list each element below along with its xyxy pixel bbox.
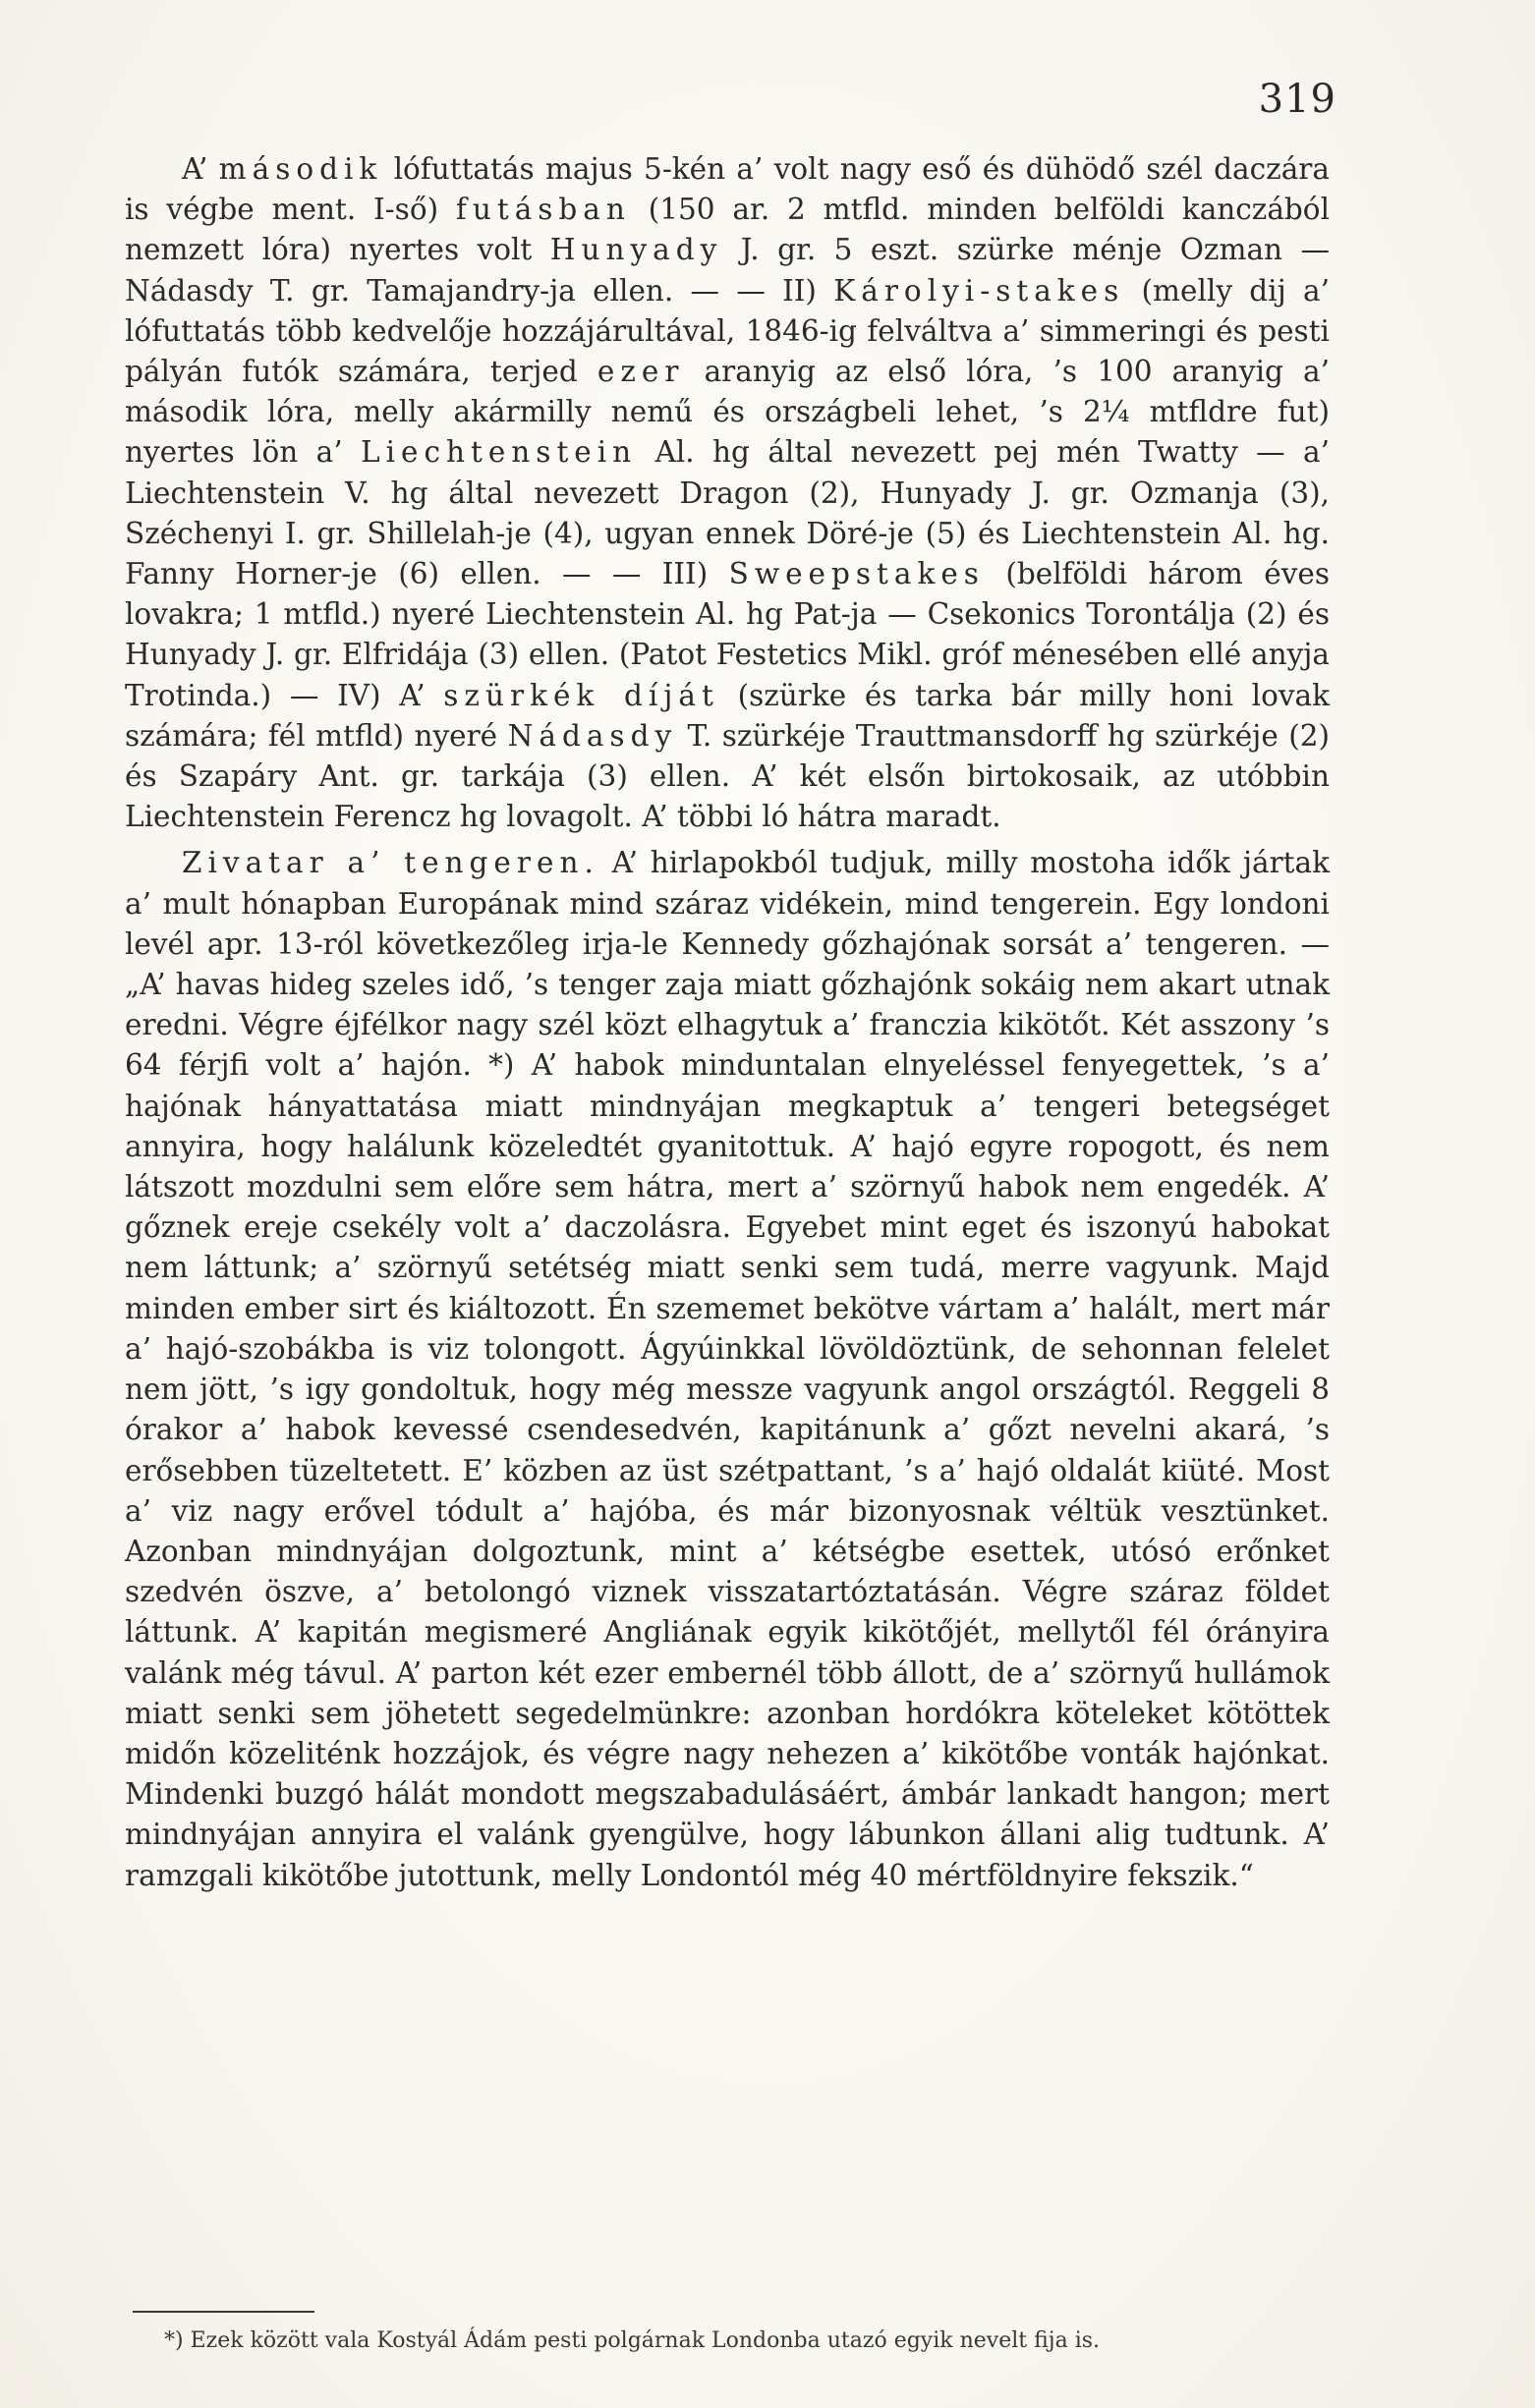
spaced-emphasis-text: Sweepstakes xyxy=(728,557,985,591)
text-run: A’ hirlapokból tudjuk, milly mostoha idők jártak a’ mult hónapban Europának mind száraz vidékein, mind tengerein. Egy londoni levél apr. 13-ról következőleg irja-le Kennedy gőzhajónak sorsát a’ tengeren. — „A’ havas hideg szeles idő, ’s tenger zaja miatt gőzhajónk sokáig nem akart utnak eredni. Végre éjfélkor nagy szél közt elhagytuk a’ franczia kikötőt. Két asszony ’s 64 férjfi volt a’ hajón. *) A’ habok minduntalan elnyeléssel fenyegettek, ’s a’ hajónak hányattatása miatt mindnyájan megkaptuk a’ tengeri betegséget annyira, hogy halálunk közeledtét gyanitottuk. A’ hajó egyre ropogott, és nem látszott mozdulni sem előre sem hátra, mert a’ szörnyű habok nem engedék. A’ gőznek ereje csekély volt a’ daczolásra. Egyebet mint eget és iszonyú habokat nem láttunk; a’ szörnyű setétség miatt senki sem tudá, merre vagyunk. Majd minden ember sirt és kiáltozott. Én szememet bekötve vártam a’ halált, mert már a’ hajó-szobákba is viz tolongott. Ágyúinkkal lövöldöztünk, de sehonnan felelet nem jött, ’s igy gondoltuk, hogy még messze vagyunk angol országtól. Reggeli 8 órakor a’ habok kevessé csendesedvén, kapitánunk a’ gőzt nevelni akará, ’s erősebben tüzeltetett. E’ közben az üst szétpattant, ’s a’ hajó oldalát kiüté. Most a’ viz nagy erővel tódult a’ hajóba, és már bizonyosnak véltük vesztünket. Azonban mindnyájan dolgoztunk, mint a’ kétségbe esettek, utósó erőnket szedvén öszve, a’ betolongó viznek visszatartóztatásán. Végre száraz földet láttunk. A’ kapitán megismeré Angliának egyik kikötőjét, mellytől fél órányira valánk még távul. A’ parton két ezer embernél több állott, de a’ szörnyű hullámok miatt senki sem jöhetett segedelmünkre: azonban hordókra köteleket kötöttek midőn közeliténk hozzájok, és végre nagy nehezen a’ kikötőbe vonták hajónkat. Mindenki buzgó hálát mondott megszabadulásáért, ámbár lankadt hangon; mert mindnyájan annyira el valánk gyengülve, hogy lábunkon állani alig tudtunk. A’ ramzgali kikötőbe jutottunk, melly Londontól még 40 mértföldnyire fekszik.“ xyxy=(125,846,1330,1892)
paragraph-sea-storm xyxy=(125,843,1330,1895)
spaced-emphasis-text: Károlyi-stakes xyxy=(833,273,1125,308)
body-text xyxy=(125,149,1330,1896)
text-run: aranyig az első lóra, ’s 100 aranyig a’ második lóra, melly akármilly nemű és országbeli lehet, ’s 2¼ mtfldre fut) nyertes lön a’ xyxy=(125,355,1330,470)
text-run: A’ xyxy=(182,152,219,186)
spaced-emphasis-text: második xyxy=(218,152,383,186)
text-run: T. szürkéje Trauttmansdorff hg szürkéje (2) és Szapáry Ant. gr. tarkája (3) ellen. A’ két elsőn birtokosaik, az utóbbin Liechtenstein Ferencz hg lovagolt. A’ többi ló hátra maradt. xyxy=(125,718,1330,834)
spaced-emphasis-text: szürkék díját xyxy=(443,678,719,712)
spaced-emphasis-text: ezer xyxy=(597,355,685,389)
text-run: (belföldi három éves lovakra; 1 mtfld.) nyeré Liechtenstein Al. hg Pat-ja — Csekonics Torontálja (2) és Hunyady J. gr. Elfridája (3) ellen. (Patot Festetics Mikl. gróf ménesében ellé anyja Trotinda.) — IV) A’ xyxy=(125,557,1330,712)
text-run: (melly dij a’ lófuttatás több kedvelője hozzájárultával, 1846-ig felváltva a’ simmeringi és pesti pályán futók számára, terjed xyxy=(125,273,1330,389)
text-run: lófuttatás majus 5-kén a’ volt nagy eső és dühödő szél daczára is végbe ment. I-ső) xyxy=(125,152,1330,227)
spaced-emphasis-text: Hunyady xyxy=(549,233,723,267)
text-run: J. gr. 5 eszt. szürke ménje Ozman — Nádasdy T. gr. Tamajandry-ja ellen. — — II) xyxy=(125,233,1330,308)
spaced-emphasis-text: Liechtenstein xyxy=(360,435,638,470)
text-run: Al. hg által nevezett pej mén Twatty — a’ Liechtenstein V. hg által nevezett Dragon (2), Hunyady J. gr. Ozmanja (3), Széchenyi I. gr. Shillelah-je (4), ugyan ennek Döré-je (5) és Liechtenstein Al. hg. Fanny Horner-je (6) ellen. — — III) xyxy=(125,435,1331,591)
footnote: *) Ezek között vala Kostyál Ádám pesti polgárnak Londonba utazó egyik nevelt fija is. xyxy=(164,2328,1101,2353)
spaced-emphasis-text: Zivatar a’ tengeren. xyxy=(182,846,599,880)
spaced-emphasis-text: futásban xyxy=(455,193,631,227)
text-run: (szürke és tarka bár milly honi lovak számára; fél mtfld) nyeré xyxy=(125,678,1330,753)
page-number: 319 xyxy=(1258,77,1336,122)
footnote-divider xyxy=(133,2311,314,2313)
spaced-emphasis-text: Nádasdy xyxy=(507,718,678,753)
text-run: (150 ar. 2 mtfld. minden belföldi kanczából nemzett lóra) nyertes volt xyxy=(125,193,1331,267)
paragraph-horse-races xyxy=(125,149,1330,837)
